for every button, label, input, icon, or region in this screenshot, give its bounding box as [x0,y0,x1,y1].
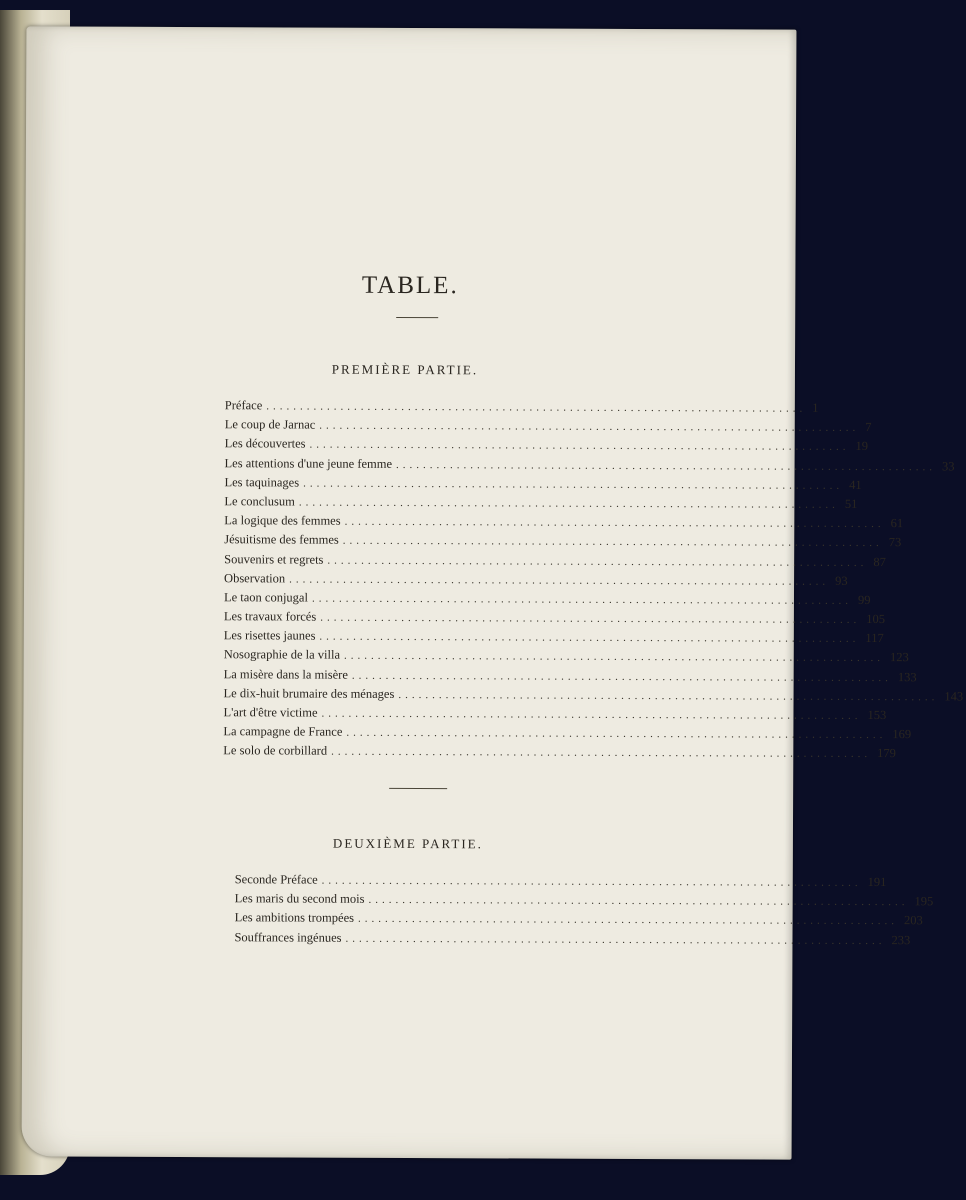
toc-entry-page: 179 [877,746,896,761]
dot-leader: ................................................................................ [309,438,850,454]
dot-leader: ................................................................................ [311,592,852,607]
toc-entry-page: 93 [835,573,848,588]
toc-entry-page: 117 [865,631,884,646]
dot-leader: ................................................................................ [351,669,892,684]
toc-entry [224,550,886,571]
toc-entry-page: 191 [867,875,887,890]
toc-entry-page: 51 [844,496,858,511]
toc-entry-title: Les maris du second mois [234,891,365,906]
dot-leader: ................................................................................ [303,477,844,492]
toc-entry-title: Le taon conjugal [223,590,309,605]
toc-entry-page: 195 [914,894,934,909]
toc-entry-title: La logique des femmes [224,513,341,528]
toc-list-part-1 [223,396,964,762]
dot-leader: ................................................................................ [343,650,885,665]
toc-entry [224,435,869,456]
toc-entry-page: 123 [889,650,909,665]
dot-leader: ................................................................................ [298,496,839,511]
dot-leader: ................................................................................ [345,932,886,947]
toc-entry [223,626,884,647]
toc-entry-page: 99 [857,592,871,607]
toc-entry-page: 105 [866,612,885,627]
toc-entry-title: La campagne de France [223,724,343,739]
toc-entry [223,703,887,724]
section-divider [389,788,447,789]
dot-leader: ................................................................................ [398,688,939,704]
toc-entry-title: Le dix-huit brumaire des ménages [223,686,395,701]
dot-leader: ................................................................................ [368,894,909,909]
toc-entry-title: Les attentions d'une jeune femme [224,455,393,471]
toc-entry-page: 169 [892,727,912,742]
toc-entry-title: Seconde Préface [234,872,318,887]
toc-entry-title: Observation [224,570,286,586]
dot-leader: ................................................................................ [331,746,872,761]
toc-entry-title: Préface [224,398,263,413]
toc-entry [224,531,902,552]
toc-entry-page: 7 [865,420,872,435]
toc-entry [223,684,964,705]
dot-leader: ................................................................................ [266,400,807,415]
toc-entry-page: 153 [867,708,887,723]
toc-entry [223,722,912,743]
title-divider [396,317,438,318]
toc-entry-page: 73 [888,535,902,550]
toc-entry [224,473,862,494]
book-page [22,26,964,1159]
toc-entry [223,607,885,628]
toc-entry-page: 143 [944,689,964,704]
toc-entry-page: 87 [873,554,886,569]
dot-leader: ................................................................................ [321,874,862,889]
toc-entry [234,928,911,949]
toc-list-part-2 [234,870,934,948]
toc-entry [224,511,904,532]
toc-entry [224,396,819,417]
toc-entry [223,742,896,763]
toc-entry-title: La misère dans la misère [223,666,348,682]
toc-entry-page: 41 [849,477,862,492]
dot-leader: ................................................................................ [342,535,883,550]
toc-entry-title: Les taquinages [224,474,300,490]
toc-entry-title: Souffrances ingénues [234,929,342,945]
section-heading-part-2: DEUXIÈME PARTIE. [332,835,483,852]
toc-entry-title: L'art d'être victime [223,705,318,720]
dot-leader: ................................................................................ [319,419,860,435]
toc-entry-title: Les ambitions trompées [234,910,355,926]
toc-entry-title: Les risettes jaunes [223,628,316,643]
dot-leader: ................................................................................ [396,458,937,473]
dot-leader: ................................................................................ [320,611,861,627]
toc-entry-page: 1 [812,400,819,415]
toc-entry [223,665,917,686]
toc-entry-page: 61 [890,516,904,531]
dot-leader: ................................................................................ [357,913,899,928]
toc-entry [224,415,872,436]
dot-leader: ................................................................................ [319,630,860,646]
page-title: TABLE. [361,271,459,300]
dot-leader: ................................................................................ [327,554,868,569]
toc-entry-title: Le coup de Jarnac [224,417,316,432]
toc-entry [223,588,871,609]
toc-entry [223,646,909,667]
toc-entry [224,454,955,475]
section-heading-part-1: PREMIÈRE PARTIE. [331,361,479,378]
toc-entry-page: 233 [891,932,911,947]
toc-entry [224,569,848,590]
toc-entry-title: Les travaux forcés [223,609,317,624]
toc-entry-title: Le solo de corbillard [223,743,328,759]
toc-entry [234,909,923,930]
toc-entry-page: 33 [942,458,955,473]
toc-entry-title: Le conclusum [224,494,295,509]
toc-entry-page: 133 [897,669,917,684]
dot-leader: ................................................................................ [344,515,885,531]
toc-entry [224,492,858,513]
toc-entry [234,889,934,910]
dot-leader: ................................................................................ [289,573,830,588]
dot-leader: ................................................................................ [321,707,862,722]
toc-entry-page: 19 [855,439,869,454]
toc-entry-title: Les découvertes [224,436,306,451]
toc-entry-title: Souvenirs et regrets [224,551,324,567]
toc-entry-title: Jésuitisme des femmes [224,532,339,548]
toc-entry-title: Nosographie de la villa [223,647,341,663]
dot-leader: ................................................................................ [346,726,887,742]
toc-entry [234,870,887,891]
toc-entry-page: 203 [903,913,923,928]
